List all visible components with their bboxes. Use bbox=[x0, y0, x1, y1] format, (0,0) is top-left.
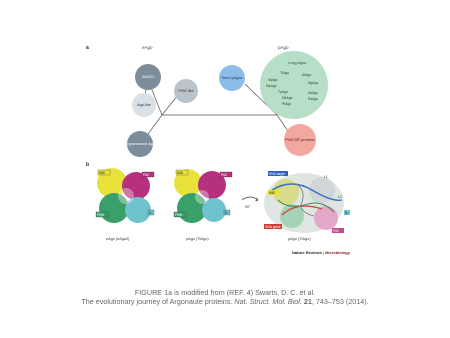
ribbon-paz-label: PAZ bbox=[333, 229, 340, 233]
hago2-piwi-label: PIWI bbox=[97, 213, 105, 217]
ribbon-l2-label: L2 bbox=[338, 195, 342, 199]
header-pago: pAgo bbox=[278, 45, 289, 50]
member-ngago: NgAgo bbox=[308, 81, 319, 85]
ribbon-caption: pAgo (TtAgo) bbox=[288, 237, 311, 241]
member-mkago: MkAgo bbox=[282, 96, 293, 100]
panel-b-label: b bbox=[86, 162, 90, 168]
member-aaago: AaAgo bbox=[308, 91, 319, 95]
structure-ttago bbox=[174, 169, 232, 241]
structure-ttago-ribbon bbox=[264, 171, 350, 241]
member-rsago: RsAgo bbox=[308, 97, 319, 101]
member-long-pagos: Long pAgos bbox=[288, 61, 307, 65]
hago2-paz-label: PAZ bbox=[143, 173, 150, 177]
ribbon-mid-label: MID bbox=[269, 191, 276, 195]
ribbon-n-label: N bbox=[345, 211, 348, 215]
ribbon-l1-label: L1 bbox=[324, 175, 328, 179]
figure bbox=[82, 40, 368, 268]
hago2-caption: eAgo (hAgo2) bbox=[106, 237, 130, 241]
member-tpago: TpAgo bbox=[278, 90, 288, 94]
ttago-piwi-label: PIWI bbox=[175, 213, 183, 217]
hago2-mid-label: MID bbox=[99, 171, 106, 175]
member-ttago: TtAgo bbox=[280, 71, 290, 75]
ttago-paz-label: PAZ bbox=[221, 173, 228, 177]
caption-pages: , 743–753 (2014). bbox=[311, 297, 369, 306]
clade-piwi-like-label: PIWI-like bbox=[178, 89, 194, 93]
structure-hago2 bbox=[96, 168, 154, 241]
clade-ago-like-label: Ago-like bbox=[137, 103, 151, 107]
figure-caption bbox=[0, 288, 450, 306]
ribbon-rna-target-label: RNA target bbox=[269, 172, 286, 176]
clade-short-pagos-label: Short pAgos bbox=[221, 76, 243, 80]
journal-credit: Nature Reviews | Microbiology bbox=[292, 250, 350, 255]
hago2-n-label: N bbox=[149, 211, 152, 215]
panel-a-label: a bbox=[86, 45, 89, 51]
ttago-caption: pAgo (TtAgo) bbox=[186, 237, 209, 241]
caption-line-1-text: FIGURE 1a is modified from (REF. 4) Swarts, D. C. et al. bbox=[134, 288, 316, 297]
clade-wago-label: WAGO bbox=[142, 75, 154, 79]
caption-title: The evolutionary journey of Argonaute proteins. bbox=[81, 297, 233, 306]
caption-line-1 bbox=[0, 288, 450, 297]
figure-svg bbox=[82, 40, 368, 268]
member-pfago: PfAgo bbox=[282, 102, 292, 106]
ttago-mid-label: MID bbox=[177, 171, 184, 175]
caption-journal: Nat. Struct. Mol. Biol. bbox=[234, 297, 302, 306]
clade-piwi-re-label: PIWI-RE proteins bbox=[285, 138, 315, 142]
caption-volume: 21 bbox=[303, 297, 312, 306]
ttago-n-label: N bbox=[225, 211, 228, 215]
member-afago: AfAgo bbox=[302, 73, 312, 77]
member-mpago: MpAgo bbox=[266, 84, 277, 88]
credit-journal: Nature Reviews bbox=[292, 250, 322, 255]
rotation-icon bbox=[242, 197, 258, 209]
ribbon-dna-guide-label: DNA guide bbox=[265, 225, 281, 229]
header-eago: eAgo bbox=[142, 45, 153, 50]
caption-line-2 bbox=[0, 297, 450, 306]
rotation-label: 90° bbox=[245, 205, 251, 209]
member-mjago: MjAgo bbox=[268, 78, 278, 82]
clade-trypanosoma-label: Trypanosoma Ago bbox=[125, 142, 155, 146]
credit-section: Microbiology bbox=[325, 250, 350, 255]
